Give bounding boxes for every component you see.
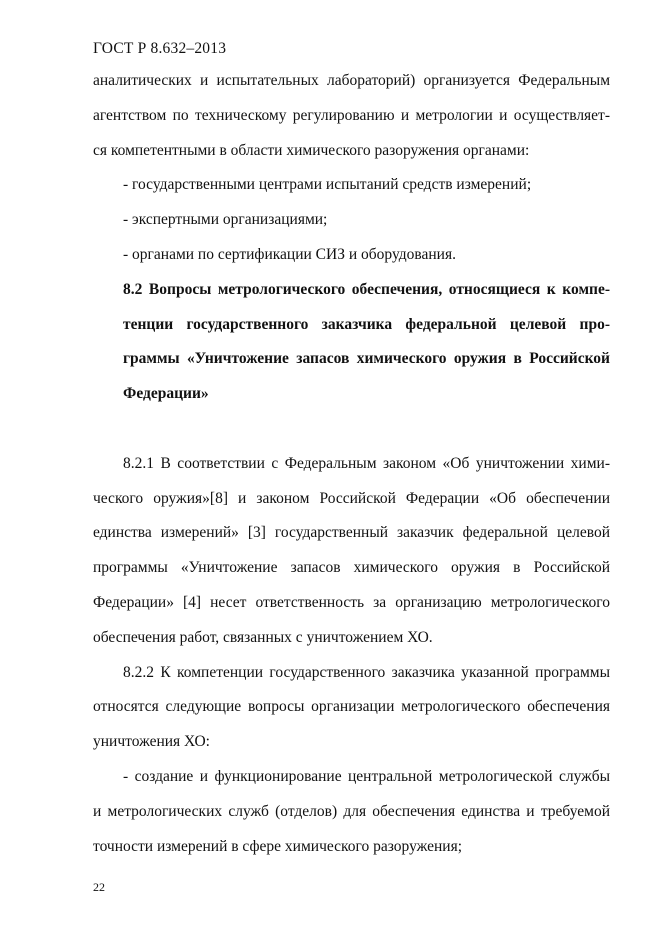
text-line: точности измерений в сфере химического разоружения; — [93, 837, 463, 855]
document-body — [93, 64, 610, 864]
text-line: ся компетентными в области химического разоружения органами: — [93, 141, 530, 159]
text-line: уничтожения ХО: — [93, 733, 210, 751]
text-line: единства измерений» [3] государственный заказчик федеральной целевой — [93, 524, 610, 542]
text-line: Федерации» [4] несет ответственность за организацию метрологического — [93, 593, 610, 611]
text-line: 8.2.1 В соответствии с Федеральным законом «Об уничтожении хими- — [123, 454, 610, 472]
text-line: 8.2.2 К компетенции государственного заказчика указанной программы — [123, 663, 610, 681]
text-line: агентством по техническому регулированию и метрологии и осуществляет- — [93, 106, 610, 124]
text-line: и метрологических служб (отделов) для обеспечения единства и требуемой — [93, 802, 610, 820]
text-line: 8.2 Вопросы метрологического обеспечения, относящиеся к компе- — [123, 280, 610, 298]
text-line: ческого оружия»[8] и законом Российской Федерации «Об обеспечении — [93, 489, 610, 507]
text-line: граммы «Уничтожение запасов химического оружия в Российской — [123, 350, 610, 368]
page-number: 22 — [93, 880, 105, 894]
text-line: - государственными центрами испытаний средств измерений; — [123, 176, 532, 194]
text-line: Федерации» — [123, 385, 209, 403]
text-line: программы «Уничтожение запасов химического оружия в Российской — [93, 559, 610, 577]
text-line: - экспертными организациями; — [123, 211, 328, 229]
document-header: ГОСТ Р 8.632–2013 — [93, 40, 227, 57]
text-line: обеспечения работ, связанных с уничтожением ХО. — [93, 628, 433, 646]
text-line: аналитических и испытательных лабораторий) организуется Федеральным — [93, 72, 610, 89]
text-line: тенции государственного заказчика федеральной целевой про- — [123, 315, 610, 333]
text-line: - создание и функционирование центральной метрологической службы — [123, 767, 610, 785]
text-line: - органами по сертификации СИЗ и оборудования. — [123, 245, 456, 263]
text-line: относятся следующие вопросы организации метрологического обеспечения — [93, 698, 610, 716]
paragraph-gap — [93, 412, 610, 447]
